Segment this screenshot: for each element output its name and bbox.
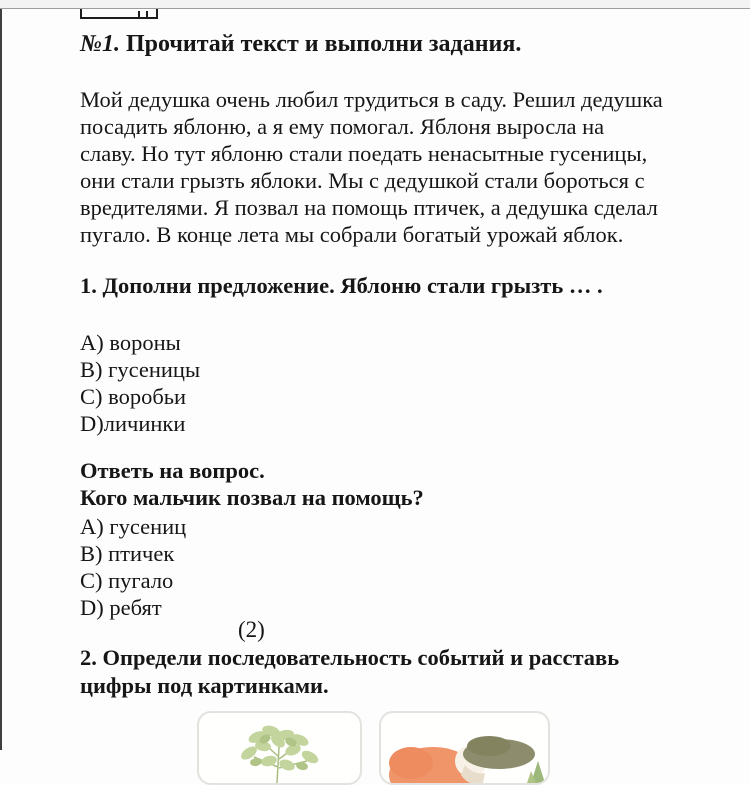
task-number: №1. bbox=[80, 31, 120, 57]
question2-heading-line1: 2. Определи последовательность событий и расставь bbox=[80, 645, 620, 670]
option-a: А) вороны bbox=[80, 330, 181, 355]
picture-card-grandfather bbox=[379, 711, 550, 785]
passage-line: пугало. В конце лета мы собрали богатый урожай яблок. bbox=[80, 222, 624, 247]
passage-line: славу. Но тут яблоню стали поедать ненасытные гусеницы, bbox=[80, 141, 648, 166]
question1-options bbox=[80, 329, 200, 437]
question1b-heading bbox=[80, 457, 424, 511]
task-title-text: Прочитай текст и выполни задания. bbox=[119, 31, 522, 57]
question1-heading: 1. Дополни предложение. Яблоню стали грызть … . bbox=[80, 273, 603, 298]
option-a: А) гусениц bbox=[80, 514, 187, 539]
question2-heading bbox=[80, 644, 619, 700]
question1b-heading-line2: Кого мальчик позвал на помощь? bbox=[80, 485, 424, 510]
cropped-table-remnant bbox=[80, 9, 158, 19]
table-tick bbox=[138, 11, 140, 17]
passage-line: они стали грызть яблоки. Мы с дедушкой стали бороться с bbox=[80, 168, 645, 193]
task-title bbox=[80, 31, 521, 58]
score-label: (2) bbox=[238, 617, 265, 642]
passage-line: Мой дедушка очень любил трудиться в саду. Решил дедушка bbox=[80, 87, 663, 112]
question2-heading-line2: цифры под картинками. bbox=[80, 673, 329, 698]
picture-card-sapling bbox=[197, 711, 362, 785]
option-d: D) ребят bbox=[80, 595, 162, 620]
grandfather-planting-illustration bbox=[381, 713, 548, 783]
page-top-strip bbox=[0, 0, 750, 9]
option-d: D)личинки bbox=[80, 411, 186, 436]
option-c: С) воробьи bbox=[80, 384, 187, 409]
option-b: В) гусеницы bbox=[80, 357, 201, 382]
option-b: В) птичек bbox=[80, 541, 175, 566]
passage-line: посадить яблоню, а я ему помогал. Яблоня выросла на bbox=[80, 114, 605, 139]
question1b-options bbox=[80, 513, 186, 621]
table-tick bbox=[146, 11, 148, 17]
passage-line: вредителями. Я позвал на помощь птичек, а дедушка сделал bbox=[80, 195, 658, 220]
option-c: С) пугало bbox=[80, 568, 174, 593]
photo-left-edge bbox=[0, 0, 2, 750]
question1b-heading-line1: Ответь на вопрос. bbox=[80, 458, 265, 483]
reading-passage bbox=[80, 86, 663, 248]
sapling-bush-illustration bbox=[199, 713, 360, 783]
